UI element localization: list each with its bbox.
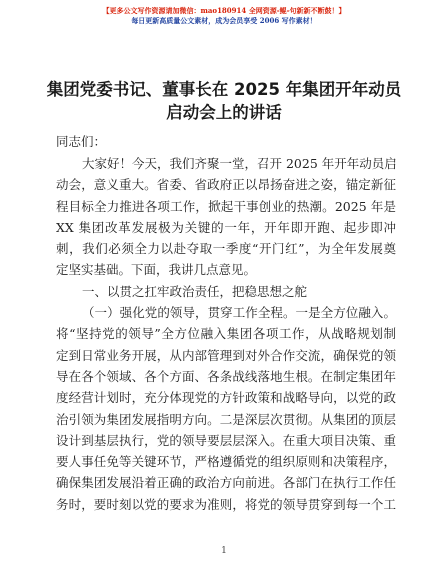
- body-line: 程目标全力推进各项工作，掀起干事创业的热潮。2025 年是: [56, 198, 396, 214]
- body-line: 定坚实基础。下面，我讲几点意见。: [56, 262, 257, 278]
- body-line: （一）强化党的领导，贯穿工作全程。一是全方位融入。: [82, 305, 396, 321]
- page-number: 1: [221, 546, 227, 556]
- body-line: 定到日常业务开展，从内部管理到对外合作交流，确保党的领: [56, 347, 396, 363]
- salutation: 同志们：: [56, 134, 107, 149]
- body-line: 将“坚持党的领导”全方位融入集团各项工作，从战略规划制: [56, 326, 396, 342]
- document-body: [56, 153, 396, 515]
- title-line-2: 启动会上的讲话: [166, 103, 282, 122]
- body-line: 治引领为集团发展指明方向。二是深层次贯彻。从集团的顶层: [56, 411, 396, 427]
- body-line: 确保集团发展沿着正确的政治方向前进。各部门在执行工作任: [56, 475, 396, 491]
- body-line: 设计到基层执行，党的领导要层层深入。在重大项目决策、重: [56, 432, 396, 448]
- body-line: 导在各个领域、各个方面、各条战线落地生根。在制定集团年: [56, 368, 396, 384]
- section-heading: 一、以贯之扛牢政治责任，把稳思想之舵: [82, 283, 308, 299]
- title-line-1: 集团党委书记、董事长在 2025 年集团开年动员: [46, 80, 402, 99]
- body-line: XX 集团改革发展极为关键的一年，开年即开跑、起步即冲: [56, 219, 396, 235]
- document-title: [0, 78, 448, 124]
- body-line: 务时，要时刻以党的要求为准则，将党的领导贯穿到每一个工: [56, 496, 396, 512]
- banner-line-promo: 【更多公文写作资源请加微信：mao180914 全网资源-鲲-句新新不断鼓！】: [102, 6, 346, 15]
- body-line: 要人事任免等关键环节，严格遵循党的组织原则和决策程序，: [56, 454, 396, 470]
- body-line: 刺，我们必须全力以赴夺取一季度“开门红”，为全年发展奠: [56, 241, 396, 257]
- body-line: 动会，意义重大。省委、省政府正以昂扬奋进之姿，锚定新征: [56, 177, 396, 193]
- header-banner: [0, 6, 448, 26]
- body-line: 大家好！今天，我们齐聚一堂，召开 2025 年开年动员启: [82, 156, 397, 171]
- banner-line-membership: 每日更新高质量公文素材，成为会员享受 2006 写作素材！: [131, 16, 317, 25]
- body-line: 度经营计划时，充分体现党的方针政策和战略导向，以党的政: [56, 390, 396, 406]
